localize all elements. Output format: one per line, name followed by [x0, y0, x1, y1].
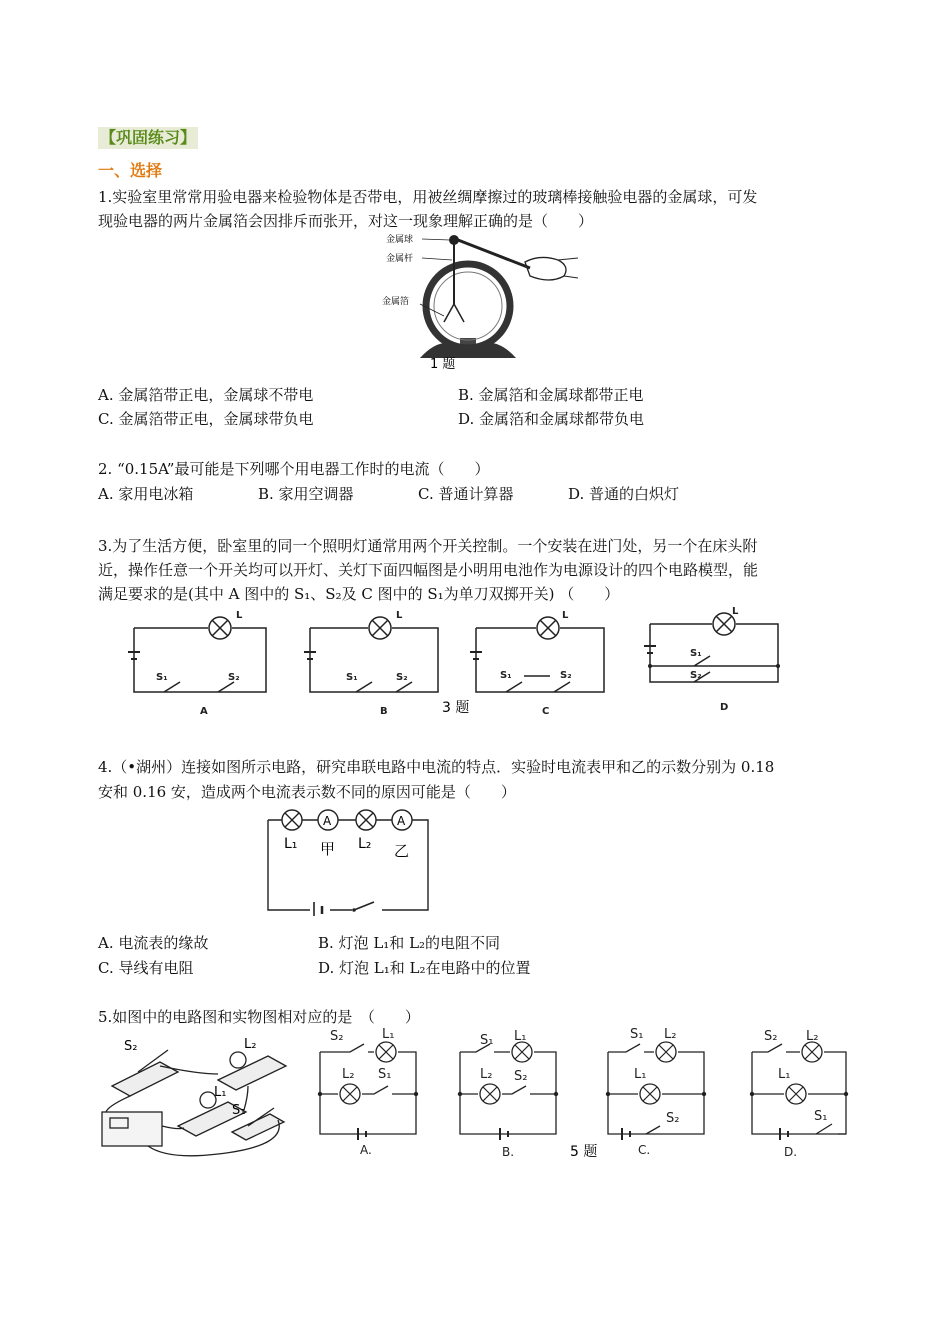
q3-b-letter: B: [380, 706, 388, 717]
q3-stem-line1: 3.为了生活方便，卧室里的同一个照明灯通常用两个开关控制。一个安装在进门处，另一个在床头附: [98, 537, 758, 555]
q5-circuit-figures: [98, 1026, 858, 1166]
section-heading: 【巩固练习】: [100, 128, 197, 147]
q5-phys-l1-label: L₁: [214, 1085, 227, 1100]
q4-ammeter-jia-symbol: A: [323, 814, 332, 828]
q4-label-jia: 甲: [320, 840, 336, 858]
q5-b-l2-label: L₂: [480, 1067, 493, 1082]
q4-option-c: C. 导线有电阻: [98, 959, 194, 977]
q4-option-d: D. 灯泡 L₁和 L₂在电路中的位置: [318, 959, 531, 977]
q1-stem-line1: 1.实验室里常常用验电器来检验物体是否带电，用被丝绸摩擦过的玻璃棒接触验电器的金属球，可发: [98, 188, 758, 206]
q2-stem: 2. “0.15A”最可能是下列哪个用电器工作时的电流（ ）: [98, 460, 490, 478]
q2-option-d: D. 普通的白炽灯: [568, 485, 680, 503]
q3-b-s2-label: S₂: [396, 672, 408, 683]
q5-phys-s2-label: S₂: [124, 1039, 138, 1054]
q3-c-s1-label: S₁: [500, 670, 512, 681]
q2-option-a: A. 家用电冰箱: [98, 485, 194, 503]
q1-label-rod: 金属杆: [386, 254, 414, 264]
q3-stem-line3: 满足要求的是(其中 A 图中的 S₁、S₂及 C 图中的 S₁为单刀双掷开关) （ ）: [98, 585, 620, 603]
q4-option-a: A. 电流表的缘故: [98, 934, 209, 952]
q5-c-l1-label: L₁: [634, 1067, 647, 1082]
q5-b-s1-label: S₁: [480, 1033, 494, 1048]
q5-d-s2-label: S₂: [764, 1029, 778, 1044]
q3-d-s2-label: S₂: [690, 670, 702, 681]
q4-stem-line2: 安和 0.16 安，造成两个电流表示数不同的原因可能是（ ）: [98, 783, 516, 801]
q5-c-s1-label: S₁: [630, 1027, 644, 1042]
q3-a-s2-label: S₂: [228, 672, 240, 683]
q1-figure-caption: 1 题: [430, 357, 456, 372]
q3-b-lamp-label: L: [396, 610, 403, 621]
q5-a-l2-label: L₂: [342, 1067, 355, 1082]
q5-d-l2-label: L₂: [806, 1029, 819, 1044]
q1-label-foil: 金属箔: [382, 297, 410, 307]
q5-a-letter: A.: [360, 1143, 372, 1157]
q5-d-letter: D.: [784, 1145, 798, 1159]
q4-label-l2: L₂: [358, 836, 372, 852]
q5-b-s2-label: S₂: [514, 1069, 528, 1084]
q2-option-c: C. 普通计算器: [418, 485, 514, 503]
q4-stem-line1: 4.（•湖州）连接如图所示电路，研究串联电路中电流的特点．实验时电流表甲和乙的示数分别为 0.18: [98, 758, 775, 776]
q3-d-lamp-label: L: [732, 606, 739, 617]
q1-option-a: A. 金属箔带正电，金属球不带电: [98, 386, 314, 404]
q5-phys-l2-label: L₂: [244, 1037, 257, 1052]
q3-a-s1-label: S₁: [156, 672, 168, 683]
q1-electroscope-figure: [380, 228, 580, 376]
q5-d-s1-label: S₁: [814, 1109, 828, 1124]
q1-option-b: B. 金属箔和金属球都带正电: [458, 386, 644, 404]
q5-a-l1-label: L₁: [382, 1027, 395, 1042]
q5-c-letter: C.: [638, 1143, 651, 1157]
q3-a-letter: A: [200, 706, 208, 717]
q1-option-d: D. 金属箔和金属球都带负电: [458, 410, 645, 428]
q1-option-c: C. 金属箔带正电，金属球带负电: [98, 410, 314, 428]
subsection-heading: 一、选择: [98, 161, 163, 180]
q1-stem-line2: 现验电器的两片金属箔会因排斥而张开，对这一现象理解正确的是（ ）: [98, 212, 594, 230]
q4-series-circuit-figure: [262, 806, 434, 916]
q3-c-letter: C: [542, 706, 550, 717]
q5-d-l1-label: L₁: [778, 1067, 791, 1082]
q5-a-s2-label: S₂: [330, 1029, 344, 1044]
q5-stem: 5.如图中的电路图和实物图相对应的是 （ ）: [98, 1008, 420, 1026]
q3-d-letter: D: [720, 702, 729, 713]
q5-b-l1-label: L₁: [514, 1029, 527, 1044]
q5-c-l2-label: L₂: [664, 1027, 677, 1042]
q4-option-b: B. 灯泡 L₁和 L₂的电阻不同: [318, 934, 501, 952]
q5-c-s2-label: S₂: [666, 1111, 680, 1126]
q3-a-lamp-label: L: [236, 610, 243, 621]
q3-d-s1-label: S₁: [690, 648, 702, 659]
q3-b-s1-label: S₁: [346, 672, 358, 683]
q5-b-letter: B.: [502, 1145, 515, 1159]
q3-c-lamp-label: L: [562, 610, 569, 621]
q4-label-yi: 乙: [394, 842, 410, 860]
q2-option-b: B. 家用空调器: [258, 485, 354, 503]
q5-figure-caption: 5 题: [570, 1144, 598, 1160]
q1-label-ball: 金属球: [386, 235, 414, 245]
q5-phys-s1-label: S₁: [232, 1103, 246, 1118]
q4-label-l1: L₁: [284, 836, 298, 852]
q3-figure-caption: 3 题: [442, 700, 470, 716]
q3-stem-line2: 近，操作任意一个开关均可以开灯、关灯下面四幅图是小明用电池作为电源设计的四个电路模型，能: [98, 561, 759, 579]
q5-a-s1-label: S₁: [378, 1067, 392, 1082]
q3-circuit-figures: [120, 606, 800, 724]
q3-c-s2-label: S₂: [560, 670, 572, 681]
q4-ammeter-yi-symbol: A: [397, 814, 406, 828]
